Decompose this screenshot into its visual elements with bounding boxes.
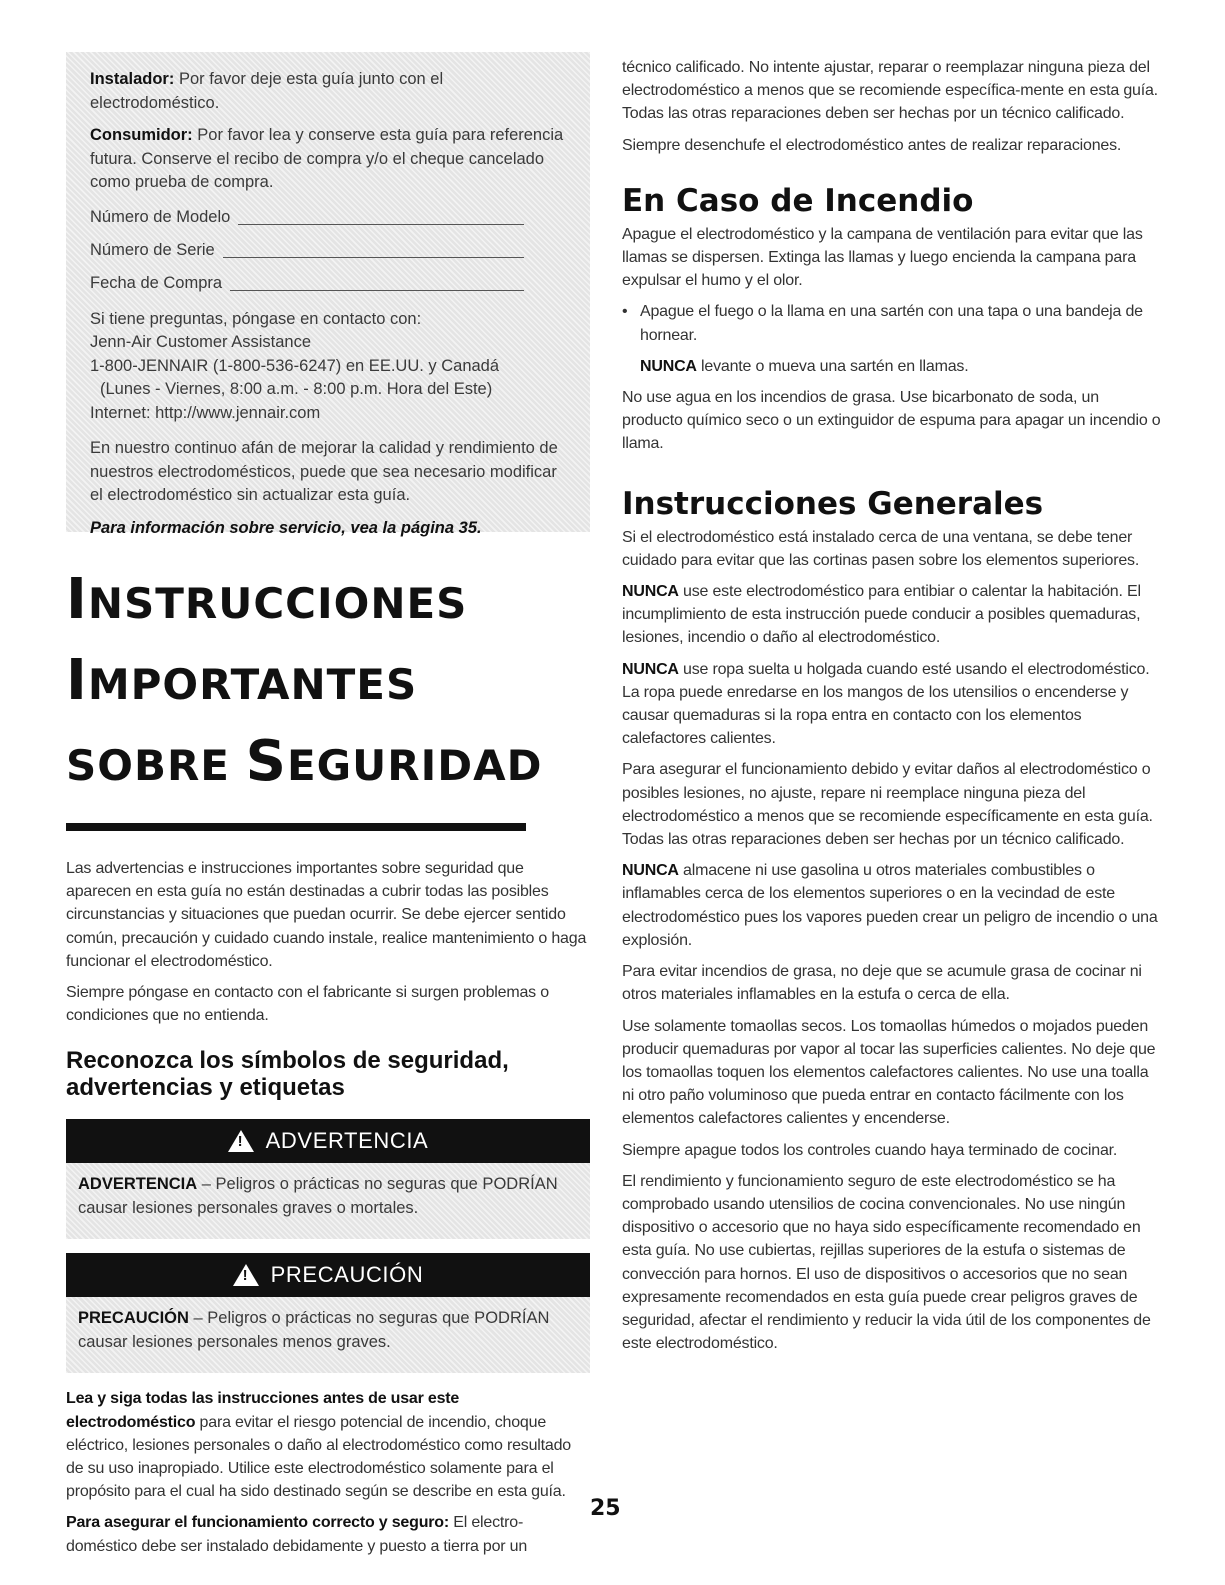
contact-phone: 1-800-JENNAIR (1-800-536-6247) en EE.UU. y Canadá	[90, 356, 500, 375]
general-paragraph: El rendimiento y funcionamiento seguro de este electrodoméstico se ha comprobado usando utensilios de cocina convencionales. No use ningún dispositivo o accesorio que no haya sido específicamente recomendado en esta guía. No use cubiertas, rejillas superiores de la estufa o sistemas de convección para hornos. El uso de dispositivos o accesorios que no sean expresamente recomendados en esta guía puede crear peligros graves de seguridad, afectar el rendimiento y reducir la vida útil de los componentes de este electrodoméstico.	[622, 1172, 1151, 1353]
general-paragraph: Si el electrodoméstico está instalado cerca de una ventana, se debe tener cuidado para evitar que las cortinas pasen sobre los elementos superiores.	[622, 528, 1140, 569]
contact-info	[90, 308, 566, 426]
proper-operation-label: Para asegurar el funcionamiento correcto y seguro:	[66, 1514, 450, 1532]
purchase-date-field	[90, 270, 566, 296]
proper-operation-text: El electro-doméstico debe ser instalado debidamente y puesto a tierra por un	[66, 1514, 528, 1555]
warning-text: – Peligros o prácticas no seguras que PODRÍAN causar lesiones personales graves o mortales.	[78, 1175, 558, 1217]
intro-paragraph: Las advertencias e instrucciones importantes sobre seguridad que aparecen en esta guía no están destinadas a cubrir todas las posibles circunstancias y situaciones que puedan ocurrir. Se debe ejercer sentido común, precaución y cuidado cuando instale, realice mantenimiento o haga funcionar el electrodoméstico.	[66, 860, 587, 970]
title-word: MPORTANTES	[87, 660, 418, 709]
fire-paragraph: Apague el electrodoméstico y la campana de ventilación para evitar que las llamas se dispersen. Extinga las llamas y luego encienda la campana para expulsar el humo y el olor.	[622, 225, 1143, 290]
consumer-note	[90, 124, 566, 195]
warning-label: ADVERTENCIA	[78, 1175, 198, 1194]
main-title	[66, 566, 590, 809]
purchase-date-label: Fecha de Compra	[90, 274, 223, 292]
title-initial: I	[66, 567, 88, 632]
bullet-dot-icon: •	[622, 303, 628, 321]
general-paragraph: Use solamente tomaollas secos. Los tomaollas húmedos o mojados pueden producir quemaduras por vapor al tocar las superficies calientes. No deje que los tomaollas toquen los elementos calefactores calientes. No use una toalla ni otro paño voluminoso que pueda entrar en contacto fácilmente con los elementos calefactores calientes y encenderse.	[622, 1017, 1156, 1128]
serial-number-label: Número de Serie	[90, 241, 215, 259]
general-heading: Instrucciones Generales	[622, 485, 1044, 522]
title-word: EGURIDAD	[286, 741, 543, 790]
title-initial: I	[66, 648, 88, 713]
warning-description	[66, 1163, 590, 1239]
installer-note	[90, 68, 566, 115]
symbols-heading: Reconozca los símbolos de seguridad, advertencias y etiquetas	[66, 1047, 509, 1102]
warning-banner	[66, 1119, 590, 1163]
read-instructions-text: para evitar el riesgo potencial de incendio, choque eléctrico, lesiones personales o daño al electrodoméstico como resultado de su uso inapropiado. Utilice este electrodoméstico solamente para el propósito para el cual ha sido destinado según se describe en esta guía.	[66, 1413, 571, 1501]
model-number-line	[238, 224, 524, 225]
installer-text: Por favor deje esta guía junto con el electrodoméstico.	[90, 70, 444, 112]
general-paragraph: Siempre apague todos los controles cuando haya terminado de cocinar.	[622, 1141, 1118, 1159]
caution-description	[66, 1297, 590, 1373]
contact-line: Si tiene preguntas, póngase en contacto con:	[90, 309, 422, 328]
model-number-field	[90, 204, 566, 230]
caution-label: PRECAUCIÓN	[78, 1309, 189, 1328]
improvement-note: En nuestro continuo afán de mejorar la calidad y rendimiento de nuestros electrodomésticos, puede que sea necesario modificar el electrodoméstico sin actualizar esta guía.	[90, 439, 558, 504]
fire-bullet	[622, 300, 1162, 346]
never-label: NUNCA	[622, 583, 679, 601]
warning-triangle-icon	[228, 1130, 254, 1152]
page-number: 25	[590, 1496, 621, 1521]
never-label: NUNCA	[622, 660, 679, 678]
contact-manufacturer-paragraph: Siempre póngase en contacto con el fabricante si surgen problemas o condiciones que no entienda.	[66, 984, 549, 1025]
fire-bullet-text: Apague el fuego o la llama en una sartén con una tapa o una bandeja de hornear.	[640, 303, 1143, 344]
installer-info-box	[66, 52, 590, 537]
general-paragraph: Para asegurar el funcionamiento debido y evitar daños al electrodoméstico o posibles lesiones, no ajuste, repare ni reemplace ninguna pieza del electrodoméstico a menos que se recomiende específicamente en esta guía. Todas las otras reparaciones deben ser hechas por un técnico calificado.	[622, 761, 1153, 849]
never-label: NUNCA	[622, 862, 679, 880]
warning-banner-label: ADVERTENCIA	[265, 1128, 429, 1154]
title-initial: S	[245, 729, 287, 794]
fire-never-text: levante o mueva una sartén en llamas.	[696, 357, 969, 375]
title-word: SOBRE	[66, 741, 246, 790]
consumer-label: Consumidor:	[90, 126, 193, 144]
contact-hours: (Lunes - Viernes, 8:00 a.m. - 8:00 p.m. Hora del Este)	[100, 380, 493, 398]
proper-operation-paragraph	[66, 1511, 590, 1557]
title-word: NSTRUCCIONES	[87, 579, 468, 628]
caution-banner	[66, 1253, 590, 1297]
purchase-date-line	[230, 290, 524, 291]
unplug-paragraph: Siempre desenchufe el electrodoméstico antes de realizar reparaciones.	[622, 136, 1122, 154]
warning-triangle-icon	[233, 1264, 259, 1286]
grease-fire-paragraph: No use agua en los incendios de grasa. Use bicarbonato de soda, un producto químico seco o un extinguidor de espuma para apagar un incendio o llama.	[622, 389, 1161, 453]
general-text: use este electrodoméstico para entibiar o calentar la habitación. El incumplimiento de esta instrucción puede conducir a posibles quemaduras, lesiones, incendio o daño al electrodoméstico.	[622, 583, 1141, 647]
caution-text: – Peligros o prácticas no seguras que PODRÍAN causar lesiones personales menos graves.	[78, 1309, 550, 1351]
general-text: almacene ni use gasolina u otros materiales combustibles o inflamables cerca de los elementos superiores o en la vecindad de este electrodoméstico pues los vapores pueden crear un peligro de incendio o una explosión.	[622, 862, 1158, 949]
general-paragraph	[622, 859, 1162, 952]
serial-number-line	[223, 257, 524, 258]
fire-never-note	[622, 355, 1162, 378]
consumer-text: Por favor lea y conserve esta guía para referencia futura. Conserve el recibo de compra y/o el cheque cancelado como prueba de compra.	[90, 126, 564, 191]
continued-paragraph: técnico calificado. No intente ajustar, reparar o reemplazar ninguna pieza del electrodoméstico a menos que se recomiende específica-mente en esta guía. Todas las otras reparaciones deben ser hechas por un técnico calificado.	[622, 59, 1158, 123]
caution-banner-label: PRECAUCIÓN	[270, 1262, 424, 1288]
general-paragraph	[622, 580, 1162, 650]
contact-line: Jenn-Air Customer Assistance	[90, 333, 312, 351]
contact-website: Internet: http://www.jennair.com	[90, 403, 321, 422]
read-instructions-paragraph	[66, 1387, 590, 1503]
read-instructions-label: Lea y siga todas las instrucciones antes de usar este electrodoméstico	[66, 1390, 460, 1431]
model-number-label: Número de Modelo	[90, 208, 231, 226]
title-rule	[66, 823, 526, 831]
installer-label: Instalador:	[90, 70, 175, 88]
left-column	[66, 52, 590, 1558]
fire-heading: En Caso de Incendio	[622, 182, 974, 219]
general-paragraph	[622, 658, 1162, 751]
right-column	[622, 56, 1162, 1355]
service-reference: Para información sobre servicio, vea la página 35.	[90, 518, 482, 537]
never-label: NUNCA	[640, 357, 697, 375]
general-text: use ropa suelta u holgada cuando esté usando el electrodoméstico. La ropa puede enredarse en los mangos de los utensilios o encenderse y causar quemaduras si la ropa entra en contacto con los elementos calefactores calientes.	[622, 660, 1150, 748]
serial-number-field	[90, 237, 566, 263]
general-paragraph: Para evitar incendios de grasa, no deje que se acumule grasa de cocinar ni otros materiales inflamables en la estufa o cerca de ella.	[622, 963, 1142, 1004]
